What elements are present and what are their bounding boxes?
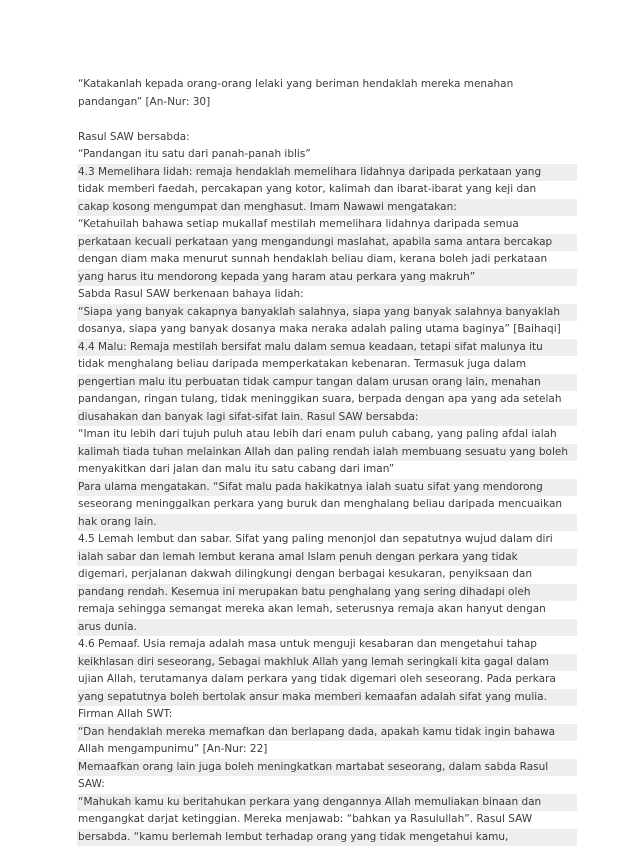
text-line: pandangan” [An-Nur: 30] <box>77 94 577 112</box>
text-line: Para ulama mengatakan. “Sifat malu pada hakikatnya ialah suatu sifat yang mendorong <box>77 479 577 497</box>
text-line: “Mahukah kamu ku beritahukan perkara yang dengannya Allah memuliakan binaan dan <box>77 794 577 812</box>
text-line: perkataan kecuali perkataan yang mengandungi maslahat, apabila sama antara bercakap <box>77 234 577 252</box>
text-line: “Pandangan itu satu dari panah-panah iblis” <box>77 146 577 164</box>
text-line: Allah mengampunimu” [An-Nur: 22] <box>77 741 577 759</box>
text-line: 4.3 Memelihara lidah: remaja hendaklah memelihara lidahnya daripada perkataan yang <box>77 164 577 182</box>
text-line: bersabda. “kamu berlemah lembut terhadap orang yang tidak mengetahui kamu, <box>77 829 577 846</box>
text-line: keikhlasan diri seseorang, Sebagai makhluk Allah yang lemah seringkali kita gagal dalam <box>77 654 577 672</box>
text-line: yang harus itu mendorong kepada yang haram atau perkara yang makruh” <box>77 269 577 287</box>
text-line: pengertian malu itu perbuatan tidak campur tangan dalam urusan orang lain, menahan <box>77 374 577 392</box>
text-line: pandangan, ringan tulang, tidak meninggikan suara, berpada dengan apa yang ada setelah <box>77 391 577 409</box>
text-line: Sabda Rasul SAW berkenaan bahaya lidah: <box>77 286 577 304</box>
text-line: dengan diam maka menurut sunnah hendaklah beliau diam, kerana boleh jadi perkataan <box>77 251 577 269</box>
text-line: 4.4 Malu: Remaja mestilah bersifat malu dalam semua keadaan, tetapi sifat malunya itu <box>77 339 577 357</box>
text-line: seseorang meninggalkan perkara yang buruk dan menghalang beliau daripada mencuaikan <box>77 496 577 514</box>
text-line: remaja sehingga semangat mereka akan lemah, seterusnya remaja akan hanyut dengan <box>77 601 577 619</box>
text-line: 4.6 Pemaaf. Usia remaja adalah masa untuk menguji kesabaran dan mengetahui tahap <box>77 636 577 654</box>
text-line: cakap kosong mengumpat dan menghasut. Imam Nawawi mengatakan: <box>77 199 577 217</box>
text-line: “Katakanlah kepada orang-orang lelaki yang beriman hendaklah mereka menahan <box>77 76 577 94</box>
text-line: “Iman itu lebih dari tujuh puluh atau lebih dari enam puluh cabang, yang paling afdal ialah <box>77 426 577 444</box>
text-line: Rasul SAW bersabda: <box>77 129 577 147</box>
text-line: digemari, perjalanan dakwah dilingkungi dengan berbagai kesukaran, penyiksaan dan <box>77 566 577 584</box>
document-body <box>77 76 577 846</box>
text-line: kalimah tiada tuhan melainkan Allah dan paling rendah ialah membuang sesuatu yang boleh <box>77 444 577 462</box>
text-line: Firman Allah SWT: <box>77 706 577 724</box>
text-line: tidak memberi faedah, percakapan yang kotor, kalimah dan ibarat-ibarat yang keji dan <box>77 181 577 199</box>
text-line: 4.5 Lemah lembut dan sabar. Sifat yang paling menonjol dan sepatutnya wujud dalam diri <box>77 531 577 549</box>
text-line: diusahakan dan banyak lagi sifat-sifat lain. Rasul SAW bersabda: <box>77 409 577 427</box>
text-line: mengangkat darjat ketinggian. Mereka menjawab: “bahkan ya Rasulullah”. Rasul SAW <box>77 811 577 829</box>
text-line: Memaafkan orang lain juga boleh meningkatkan martabat seseorang, dalam sabda Rasul <box>77 759 577 777</box>
text-line: SAW: <box>77 776 577 794</box>
text-line: dosanya, siapa yang banyak dosanya maka neraka adalah paling utama baginya” [Baihaqi] <box>77 321 577 339</box>
text-line: yang sepatutnya boleh bertolak ansur maka memberi kemaafan adalah sifat yang mulia. <box>77 689 577 707</box>
text-line: “Ketahuilah bahawa setiap mukallaf mestilah memelihara lidahnya daripada semua <box>77 216 577 234</box>
text-line: arus dunia. <box>77 619 577 637</box>
text-line: tidak menghalang beliau daripada memperkatakan kebenaran. Termasuk juga dalam <box>77 356 577 374</box>
text-line: “Dan hendaklah mereka memafkan dan berlapang dada, apakah kamu tidak ingin bahawa <box>77 724 577 742</box>
text-line: menyakitkan dari jalan dan malu itu satu cabang dari iman” <box>77 461 577 479</box>
text-line: ujian Allah, terutamanya dalam perkara yang tidak digemari oleh seseorang. Pada perkara <box>77 671 577 689</box>
text-line: ialah sabar dan lemah lembut kerana amal Islam penuh dengan perkara yang tidak <box>77 549 577 567</box>
text-line: hak orang lain. <box>77 514 577 532</box>
text-line: “Siapa yang banyak cakapnya banyaklah salahnya, siapa yang banyak salahnya banyaklah <box>77 304 577 322</box>
blank-line <box>77 111 577 129</box>
text-line: pandang rendah. Kesemua ini merupakan batu penghalang yang sering dihadapi oleh <box>77 584 577 602</box>
